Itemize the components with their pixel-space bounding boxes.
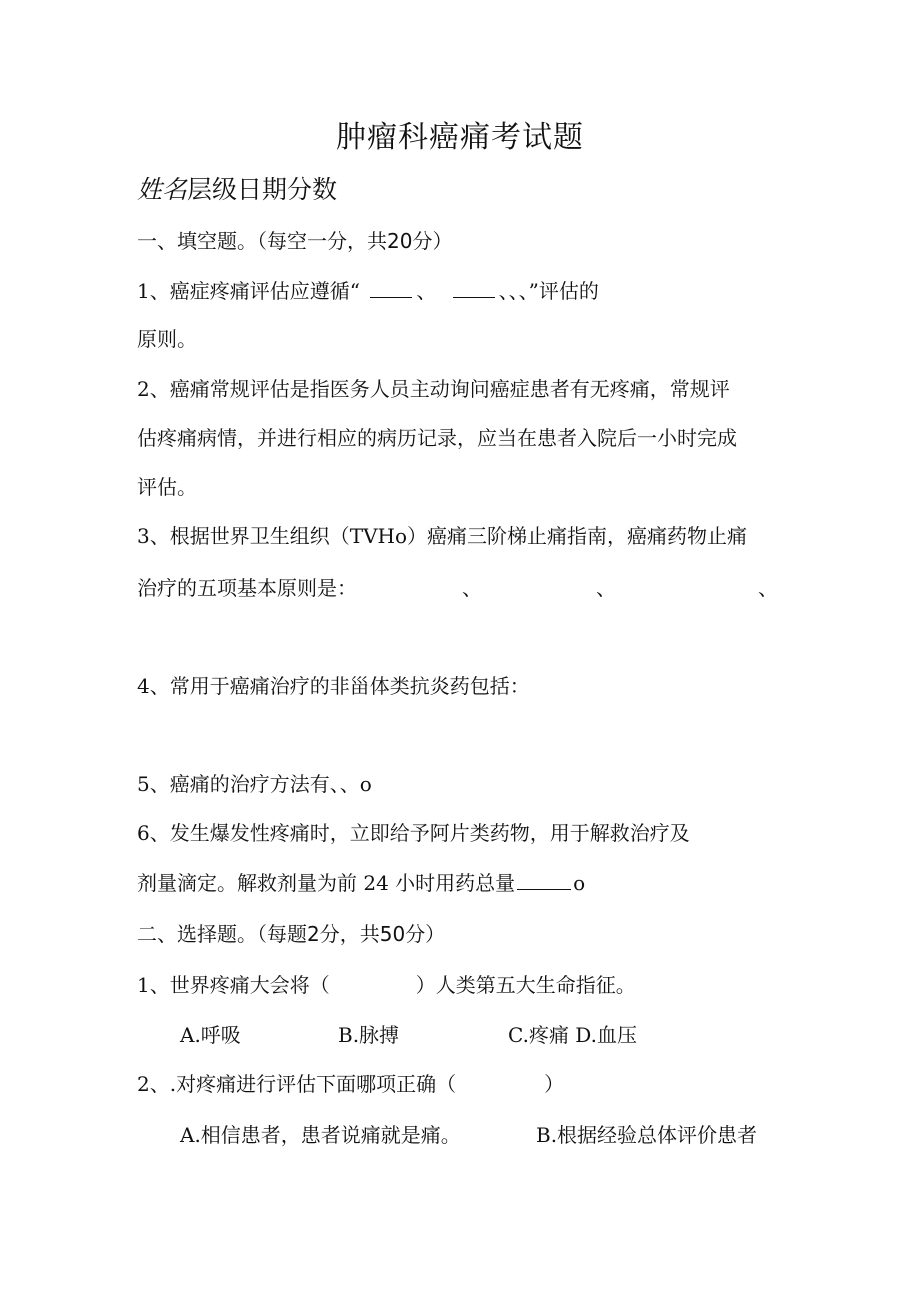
q6-blank[interactable] [517, 871, 571, 890]
q1-text-a: 1、癌症疼痛评估应遵循“ [137, 279, 360, 303]
q3-line1: 3、根据世界卫生组织（TVHo）癌痛三阶梯止痛指南，癌痛药物止痛 [137, 524, 747, 548]
c2-stem [137, 1071, 564, 1097]
c2-stem-b: ） [544, 1072, 565, 1096]
c1-option-c-d[interactable]: C.疼痛 D.血压 [508, 1023, 637, 1047]
c2-option-b[interactable]: B.根据经验总体评价患者 [536, 1123, 758, 1147]
q6-text-b: o [573, 871, 586, 895]
c1-stem-b: ）人类第五大生命指征。 [415, 973, 636, 997]
c1-stem-a: 1、世界疼痛大会将（ [137, 973, 330, 997]
section2-heading-mid: 分，共 [319, 922, 380, 946]
section-fill-blank-heading [137, 228, 452, 254]
c1-option-b[interactable]: B.脉搏 [338, 1023, 400, 1047]
q3-separator-3: 、 [758, 576, 778, 600]
c1-option-a[interactable]: A.呼吸 [180, 1023, 241, 1047]
section2-heading-end: 分） [405, 922, 446, 946]
section2-points-each: 2 [307, 922, 320, 946]
c2-option-a[interactable]: A.相信患者，患者说痛就是痛。 [180, 1123, 461, 1147]
q6-line2 [137, 870, 585, 896]
section-choice-heading [137, 921, 445, 947]
c2-stem-a: 2、.对疼痛进行评估下面哪项正确（ [137, 1072, 457, 1096]
q6-text-a: 剂量滴定。解救剂量为前 24 小时用药总量 [137, 871, 516, 895]
q2-line1: 2、癌痛常规评估是指医务人员主动询问癌症患者有无疼痛，常规评 [137, 377, 730, 401]
section1-heading-text: 一、填空题。（每空一分，共 [137, 229, 387, 253]
q2-line3: 评估。 [137, 475, 197, 499]
q4-line1: 4、常用于癌痛治疗的非甾体类抗炎药包括： [137, 674, 530, 698]
q1-line2: 原则。 [137, 327, 197, 351]
q1-blank-1[interactable] [370, 279, 412, 298]
q5-line1: 5、癌痛的治疗方法有、、o [137, 772, 372, 796]
q3-separator-1: 、 [462, 576, 482, 600]
q3-separator-2: 、 [596, 576, 616, 600]
q1-text-c: 、、、”评估的 [498, 279, 599, 303]
c1-stem [137, 972, 636, 998]
student-info-line [137, 174, 337, 206]
section2-heading-text: 二、选择题。（每题 [137, 922, 307, 946]
name-label: 姓名 [137, 175, 188, 204]
q1-text-b: 、 [416, 279, 437, 303]
q6-line1: 6、发生爆发性疼痛时，立即给予阿片类药物，用于解救治疗及 [137, 821, 690, 845]
level-date-score-label: 层级日期分数 [187, 175, 338, 204]
q1-blank-2[interactable] [453, 279, 495, 298]
q3-line2: 治疗的五项基本原则是： [137, 576, 357, 600]
page-title: 肿瘤科癌痛考试题 [336, 120, 584, 155]
q1-line1 [137, 278, 599, 304]
section2-points-total: 50 [379, 922, 406, 946]
section1-heading-end: 分） [412, 229, 453, 253]
section1-points: 20 [387, 229, 413, 253]
q2-line2: 估疼痛病情，并进行相应的病历记录，应当在患者入院后一小时完成 [137, 426, 737, 450]
